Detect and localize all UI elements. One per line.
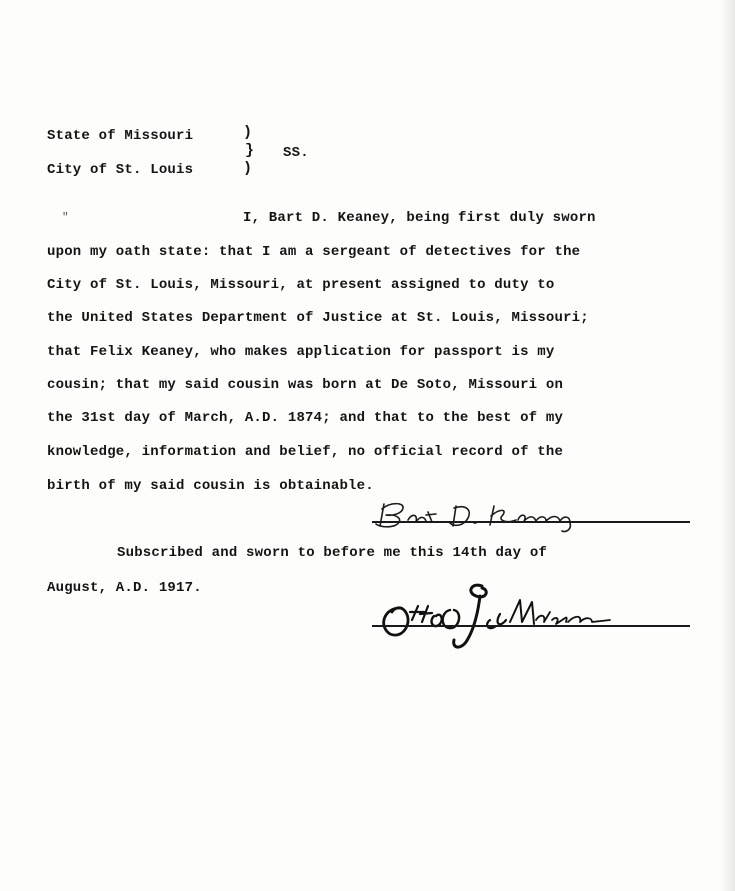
caption-bracket-bottom: ): [243, 160, 253, 177]
jurat-line-2: August, A.D. 1917.: [47, 580, 202, 596]
affidavit-line-7: the 31st day of March, A.D. 1874; and that to the best of my: [47, 410, 564, 426]
caption-venue-ss: SS.: [283, 145, 309, 161]
caption-state: State of Missouri: [47, 128, 194, 144]
affiant-signature: [370, 496, 620, 534]
affidavit-line-2: upon my oath state: that I am a sergeant of detectives for the: [47, 244, 581, 260]
affidavit-line-5: that Felix Keaney, who makes application for passport is my: [47, 344, 555, 360]
caption-city: City of St. Louis: [47, 162, 194, 178]
quote-mark: ": [62, 212, 69, 224]
jurat-line-1: Subscribed and sworn to before me this 14th day of: [117, 545, 548, 561]
affidavit-line-6: cousin; that my said cousin was born at De Soto, Missouri on: [47, 377, 564, 393]
affiant-signature-line: [372, 521, 690, 523]
affidavit-line-9: birth of my said cousin is obtainable.: [47, 478, 374, 494]
affidavit-line-1: I, Bart D. Keaney, being first duly sworn: [243, 210, 596, 226]
affidavit-line-8: knowledge, information and belief, no official record of the: [47, 444, 564, 460]
notary-signature: [370, 578, 620, 658]
notary-signature-line: [372, 625, 690, 627]
affidavit-line-3: City of St. Louis, Missouri, at present assigned to duty to: [47, 277, 555, 293]
caption-bracket-middle: }: [245, 142, 255, 159]
caption-bracket-top: ): [243, 124, 253, 141]
affidavit-line-4: the United States Department of Justice at St. Louis, Missouri;: [47, 310, 589, 326]
